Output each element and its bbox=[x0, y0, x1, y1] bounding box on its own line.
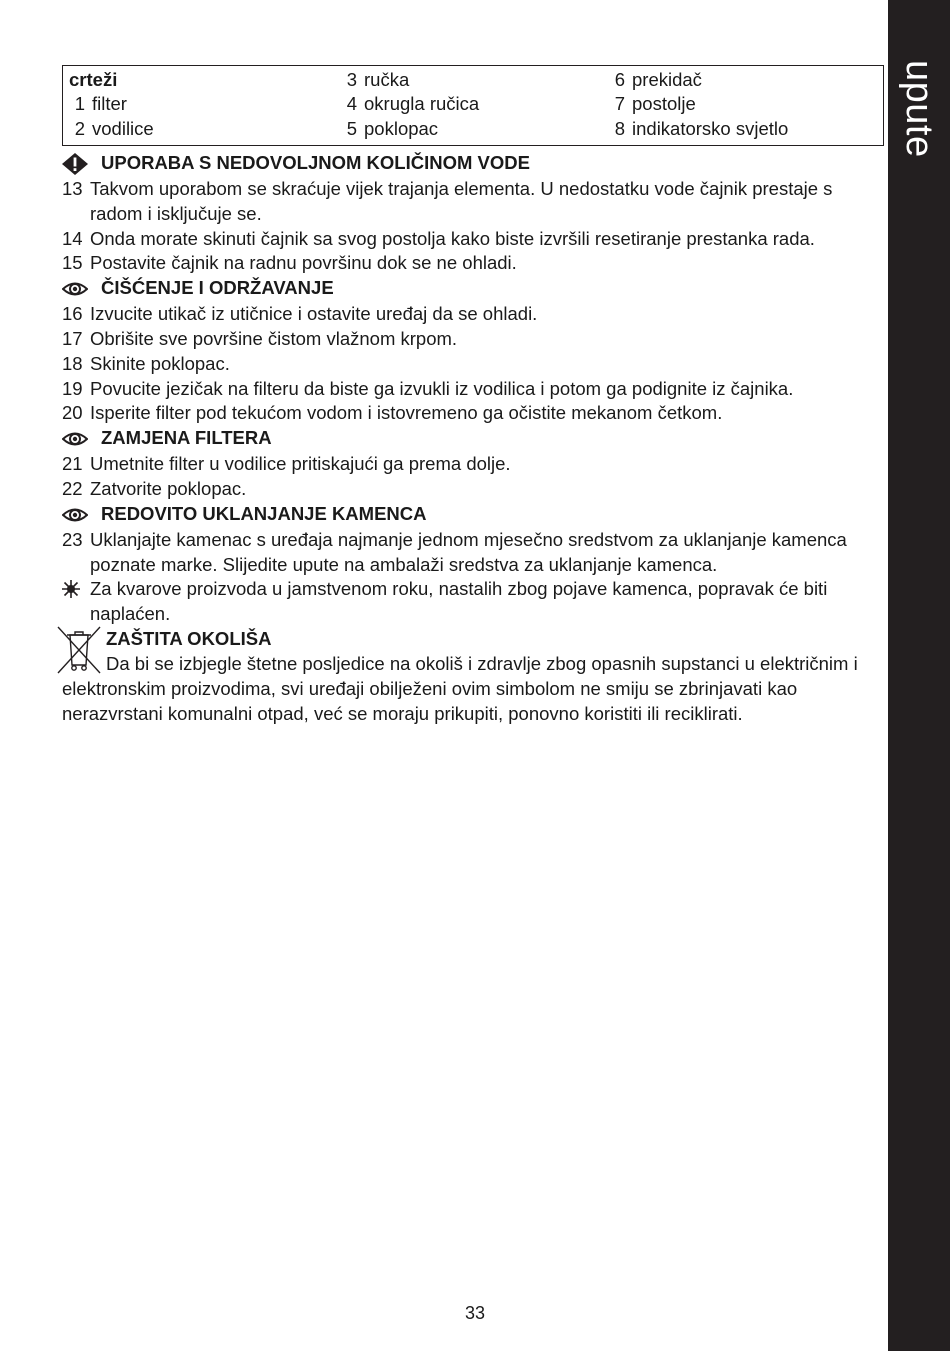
step-number: 21 bbox=[62, 453, 83, 475]
parts-item-number: 5 bbox=[346, 118, 357, 139]
step-text: Onda morate skinuti čajnik sa svog postolja kako biste izvršili resetiranje prestanka rada. bbox=[90, 227, 815, 249]
step-text: Takvom uporabom se skraćuje vijek trajanja elementa. U nedostatku vode čajnik prestaje s radom i isključuje se. bbox=[90, 178, 833, 224]
parts-item-number: 2 bbox=[74, 118, 85, 139]
instruction-step bbox=[62, 251, 884, 276]
step-text: Postavite čajnik na radnu površinu dok se ne ohladi. bbox=[90, 252, 517, 274]
instruction-step bbox=[62, 377, 884, 402]
parts-item bbox=[63, 117, 154, 142]
warranty-note bbox=[62, 577, 884, 627]
warning-diamond-icon bbox=[62, 153, 88, 175]
parts-list-box bbox=[62, 65, 884, 146]
instruction-step bbox=[62, 528, 884, 578]
step-number: 15 bbox=[62, 252, 83, 274]
warranty-note-text: Za kvarove proizvoda u jamstvenom roku, nastalih zbog pojave kamenca, popravak će biti naplaćen. bbox=[90, 578, 828, 625]
section-title: ZAMJENA FILTERA bbox=[101, 427, 272, 449]
parts-item bbox=[603, 117, 788, 142]
step-number: 22 bbox=[62, 477, 83, 499]
parts-list-title: crteži bbox=[69, 69, 118, 90]
instruction-step bbox=[62, 452, 884, 477]
step-number: 16 bbox=[62, 303, 83, 325]
instruction-step bbox=[62, 177, 884, 227]
step-text: Obrišite sve površine čistom vlažnom krpom. bbox=[90, 327, 458, 349]
instruction-step bbox=[62, 401, 884, 426]
section-heading-cleaning bbox=[62, 276, 884, 302]
instruction-step bbox=[62, 352, 884, 377]
section-title: ZAŠTITA OKOLIŠA bbox=[106, 627, 272, 649]
parts-item-label: filter bbox=[92, 93, 127, 114]
section-heading-low-water bbox=[62, 151, 884, 177]
section-heading-environment bbox=[62, 627, 884, 652]
parts-item bbox=[63, 92, 127, 117]
parts-item-label: ručka bbox=[364, 69, 410, 90]
section-title: ČIŠĆENJE I ODRŽAVANJE bbox=[101, 277, 334, 299]
parts-item-label: vodilice bbox=[92, 118, 154, 139]
parts-item-number: 7 bbox=[614, 93, 625, 114]
parts-item bbox=[335, 117, 438, 142]
step-text: Skinite poklopac. bbox=[90, 352, 230, 374]
step-text: Izvucite utikač iz utičnice i ostavite uređaj da se ohladi. bbox=[90, 303, 538, 325]
section-title: UPORABA S NEDOVOLJNOM KOLIČINOM VODE bbox=[101, 152, 530, 173]
step-text: Zatvorite poklopac. bbox=[90, 477, 247, 499]
parts-item bbox=[335, 68, 409, 93]
step-text: Isperite filter pod tekućom vodom i istovremeno ga očistite mekanom četkom. bbox=[90, 402, 723, 424]
step-number: 13 bbox=[62, 178, 83, 199]
parts-item-number: 6 bbox=[614, 69, 625, 90]
step-number: 23 bbox=[62, 528, 83, 550]
parts-item bbox=[603, 68, 702, 93]
eye-icon bbox=[62, 504, 88, 526]
parts-item-label: indikatorsko svjetlo bbox=[632, 118, 789, 139]
parts-item-number: 1 bbox=[74, 93, 85, 114]
step-number: 20 bbox=[62, 402, 83, 424]
parts-item-number: 4 bbox=[346, 93, 357, 114]
step-number: 17 bbox=[62, 327, 83, 349]
step-number: 18 bbox=[62, 352, 83, 374]
side-tab-label: upute bbox=[898, 60, 940, 158]
environment-section bbox=[62, 627, 884, 726]
instruction-step bbox=[62, 302, 884, 327]
eye-icon bbox=[62, 278, 88, 300]
instruction-step bbox=[62, 227, 884, 252]
parts-item-label: prekidač bbox=[632, 69, 702, 90]
section-heading-descaling bbox=[62, 502, 884, 528]
step-number: 19 bbox=[62, 377, 83, 399]
step-number: 14 bbox=[62, 227, 83, 249]
instruction-step bbox=[62, 327, 884, 352]
parts-item-label: postolje bbox=[632, 93, 696, 114]
side-tab bbox=[888, 0, 950, 1351]
starburst-icon bbox=[62, 580, 80, 598]
section-title: REDOVITO UKLANJANJE KAMENCA bbox=[101, 502, 427, 524]
parts-item-number: 8 bbox=[614, 118, 625, 139]
environment-text: Da bi se izbjegle štetne posljedice na okoliš i zdravlje zbog opasnih supstanci u električnim i elektronskim proizvodima, svi uređaji obilježeni ovim simbolom ne smiju se zbrinjavati kao nerazvrstani komunalni otpad, već se moraju prikupiti, ponovno koristiti ili reciklirati. bbox=[62, 652, 858, 724]
page-number: 33 bbox=[464, 1303, 486, 1323]
step-text: Umetnite filter u vodilice pritiskajući ga prema dolje. bbox=[90, 453, 511, 475]
parts-item-label: okrugla ručica bbox=[364, 93, 480, 114]
section-heading-filter bbox=[62, 426, 884, 452]
instruction-step bbox=[62, 477, 884, 502]
step-text: Uklanjajte kamenac s uređaja najmanje jednom mjesečno sredstvom za uklanjanje kamenca poznate marke. Slijedite upute na ambalaži sredstva za uklanjanje kamenca. bbox=[90, 528, 847, 575]
instructions-content bbox=[62, 151, 884, 726]
parts-item bbox=[603, 92, 696, 117]
parts-item-label: poklopac bbox=[364, 118, 439, 139]
eye-icon bbox=[62, 428, 88, 450]
step-text: Povucite jezičak na filteru da biste ga izvukli iz vodilica i potom ga podignite iz čajnika. bbox=[90, 377, 794, 399]
parts-item bbox=[335, 92, 479, 117]
parts-item-number: 3 bbox=[346, 69, 357, 90]
